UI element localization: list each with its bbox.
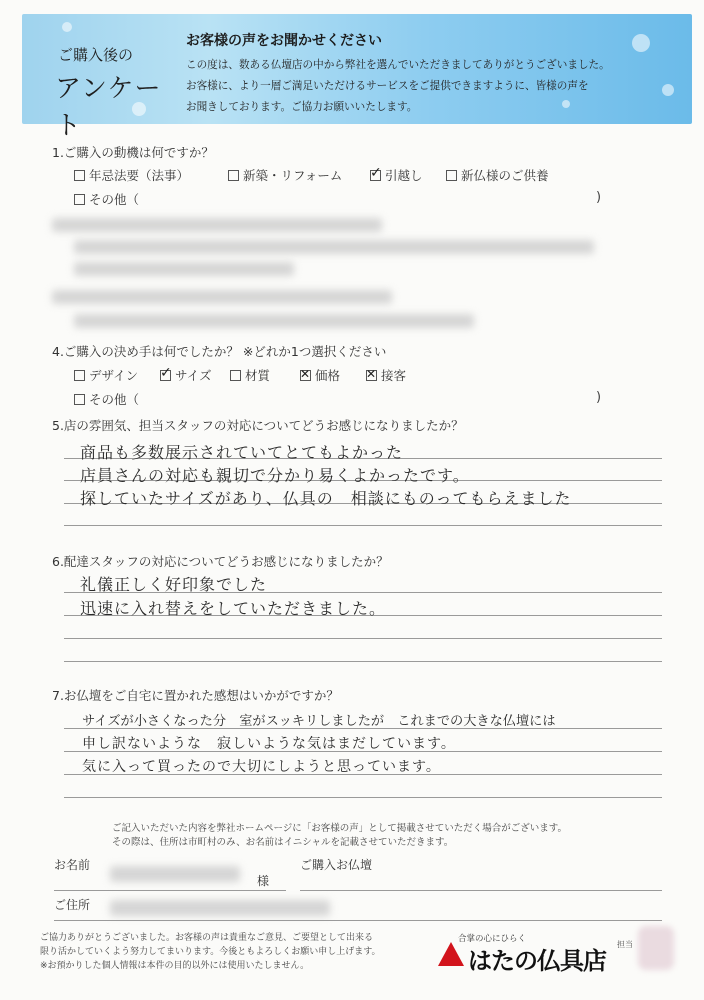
logo-name: はたの仏具店 [468,947,606,975]
answer-line [64,638,662,639]
redacted-address [110,900,330,916]
q6-question: 6.配達スタッフの対応についてどうお感じになりましたか？ [52,554,389,569]
redacted-name [110,866,240,882]
checkbox-checked[interactable] [370,170,381,181]
checkbox[interactable] [74,370,85,381]
q1-option-3[interactable]: ✓ 引越し [370,166,423,184]
redacted-options [74,240,594,254]
q5-question: 5.店の雰囲気、担当スタッフの対応についてどうお感じになりましたか？ [52,418,464,433]
q7-question: 7.お仏壇をご自宅に置かれた感想はいかがですか？ [52,688,339,703]
q6-answer-line-1[interactable]: 礼儀正しく好印象でした [80,575,268,594]
checkbox[interactable] [74,394,85,405]
q1-option-other[interactable]: その他（ [74,190,139,208]
notice-line-2: その際は、住所は市町村のみ、お名前はイニシャルを記載させていただきます。 [112,837,454,848]
company-logo [438,932,606,975]
intro-line-3: お聞きしております。ご協力お願いいたします。 [186,101,418,113]
notice-line-1: ご記入いただいた内容を弊社ホームページに「お客様の声」として掲載させていただく場合がございます。 [112,823,568,834]
q4-option-2[interactable]: ✓ サイズ [160,366,212,384]
answer-line [64,661,662,662]
header-title: アンケート [55,74,162,141]
q4-question: 4.ご購入の決め手は何でしたか？ ※どれか1つ選択ください [52,344,387,359]
name-label: お名前 [54,858,91,872]
name-underline [54,890,286,891]
header-subtitle: ご購入後の [58,46,134,64]
redacted-question [52,218,382,232]
q5-answer-line-3[interactable]: 探していたサイズがあり、仏具の 相談にものってもらえました [80,489,572,508]
answer-line [64,797,662,798]
q5-answer-line-2[interactable]: 店員さんの対応も親切で分かり易くよかったです。 [80,466,470,485]
honorific-label: 様 [257,874,270,888]
redacted-options [74,314,474,328]
redacted-question [52,290,392,304]
footer-line-1: ご協力ありがとうございました。お客様の声は貴重なご意見、ご要望として出来る [40,933,374,943]
q1-option-2[interactable]: 新築・リフォーム [228,166,342,184]
logo-mark-icon [438,942,464,966]
header-heading: お客様の声をお聞かせください [186,33,382,49]
q7-answer-line-1[interactable]: サイズが小さくなった分 室がスッキリしましたが これまでの大きな仏壇には [82,714,556,729]
q4-option-3[interactable]: 材質 [230,366,270,384]
checkbox[interactable] [74,170,85,181]
q1-option-4[interactable]: 新仏様のご供養 [446,166,549,184]
q6-answer-line-2[interactable]: 迅速に入れ替えをしていただきました。 [80,599,387,618]
q4-option-5[interactable]: ✕ 接客 [366,366,406,384]
address-underline [54,920,662,921]
butsudan-label: ご購入お仏壇 [300,858,373,872]
logo-tagline: 合掌の心にひらく [458,934,527,944]
butsudan-underline [300,890,662,891]
address-label: ご住所 [54,898,91,912]
answer-line [64,525,662,526]
footer-line-3: ※お預かりした個人情報は本件の目的以外には使用いたしません。 [40,961,310,971]
checkbox-crossed[interactable] [366,370,377,381]
checkbox[interactable] [228,170,239,181]
q7-answer-line-3[interactable]: 気に入って買ったので大切にしようと思っています。 [82,759,441,775]
q7-answer-line-2[interactable]: 申し訳ないような 寂しいような気はまだしています。 [82,736,456,752]
intro-line-1: この度は、数ある仏壇店の中から弊社を選んでいただきましてありがとうございました。 [186,59,610,71]
checkbox[interactable] [230,370,241,381]
stamp-label: 担当 [617,940,633,949]
q4-option-other[interactable]: その他（ [74,390,139,408]
stamp-icon [638,926,674,970]
checkbox[interactable] [446,170,457,181]
q1-close-paren: ) [596,190,602,205]
redacted-options [74,262,294,276]
checkbox[interactable] [74,194,85,205]
checkbox-crossed[interactable] [300,370,311,381]
q5-answer-line-1[interactable]: 商品も多数展示されていてとてもよかった [80,443,404,462]
intro-line-2: お客様に、より一層ご満足いただけるサービスをご提供できますように、皆様の声を [186,80,589,92]
q1-option-1[interactable]: 年忌法要（法事） [74,166,189,184]
footer-line-2: 限り活かしていくよう努力してまいります。今後ともよろしくお願い申し上げます。 [40,947,381,957]
header-banner [22,14,692,141]
checkbox-checked[interactable] [160,370,171,381]
q4-close-paren: ) [596,390,602,405]
q4-option-4[interactable]: ✕ 価格 [300,366,340,384]
q1-question: 1.ご購入の動機は何ですか？ [52,145,214,160]
q4-option-1[interactable]: デザイン [74,366,138,384]
